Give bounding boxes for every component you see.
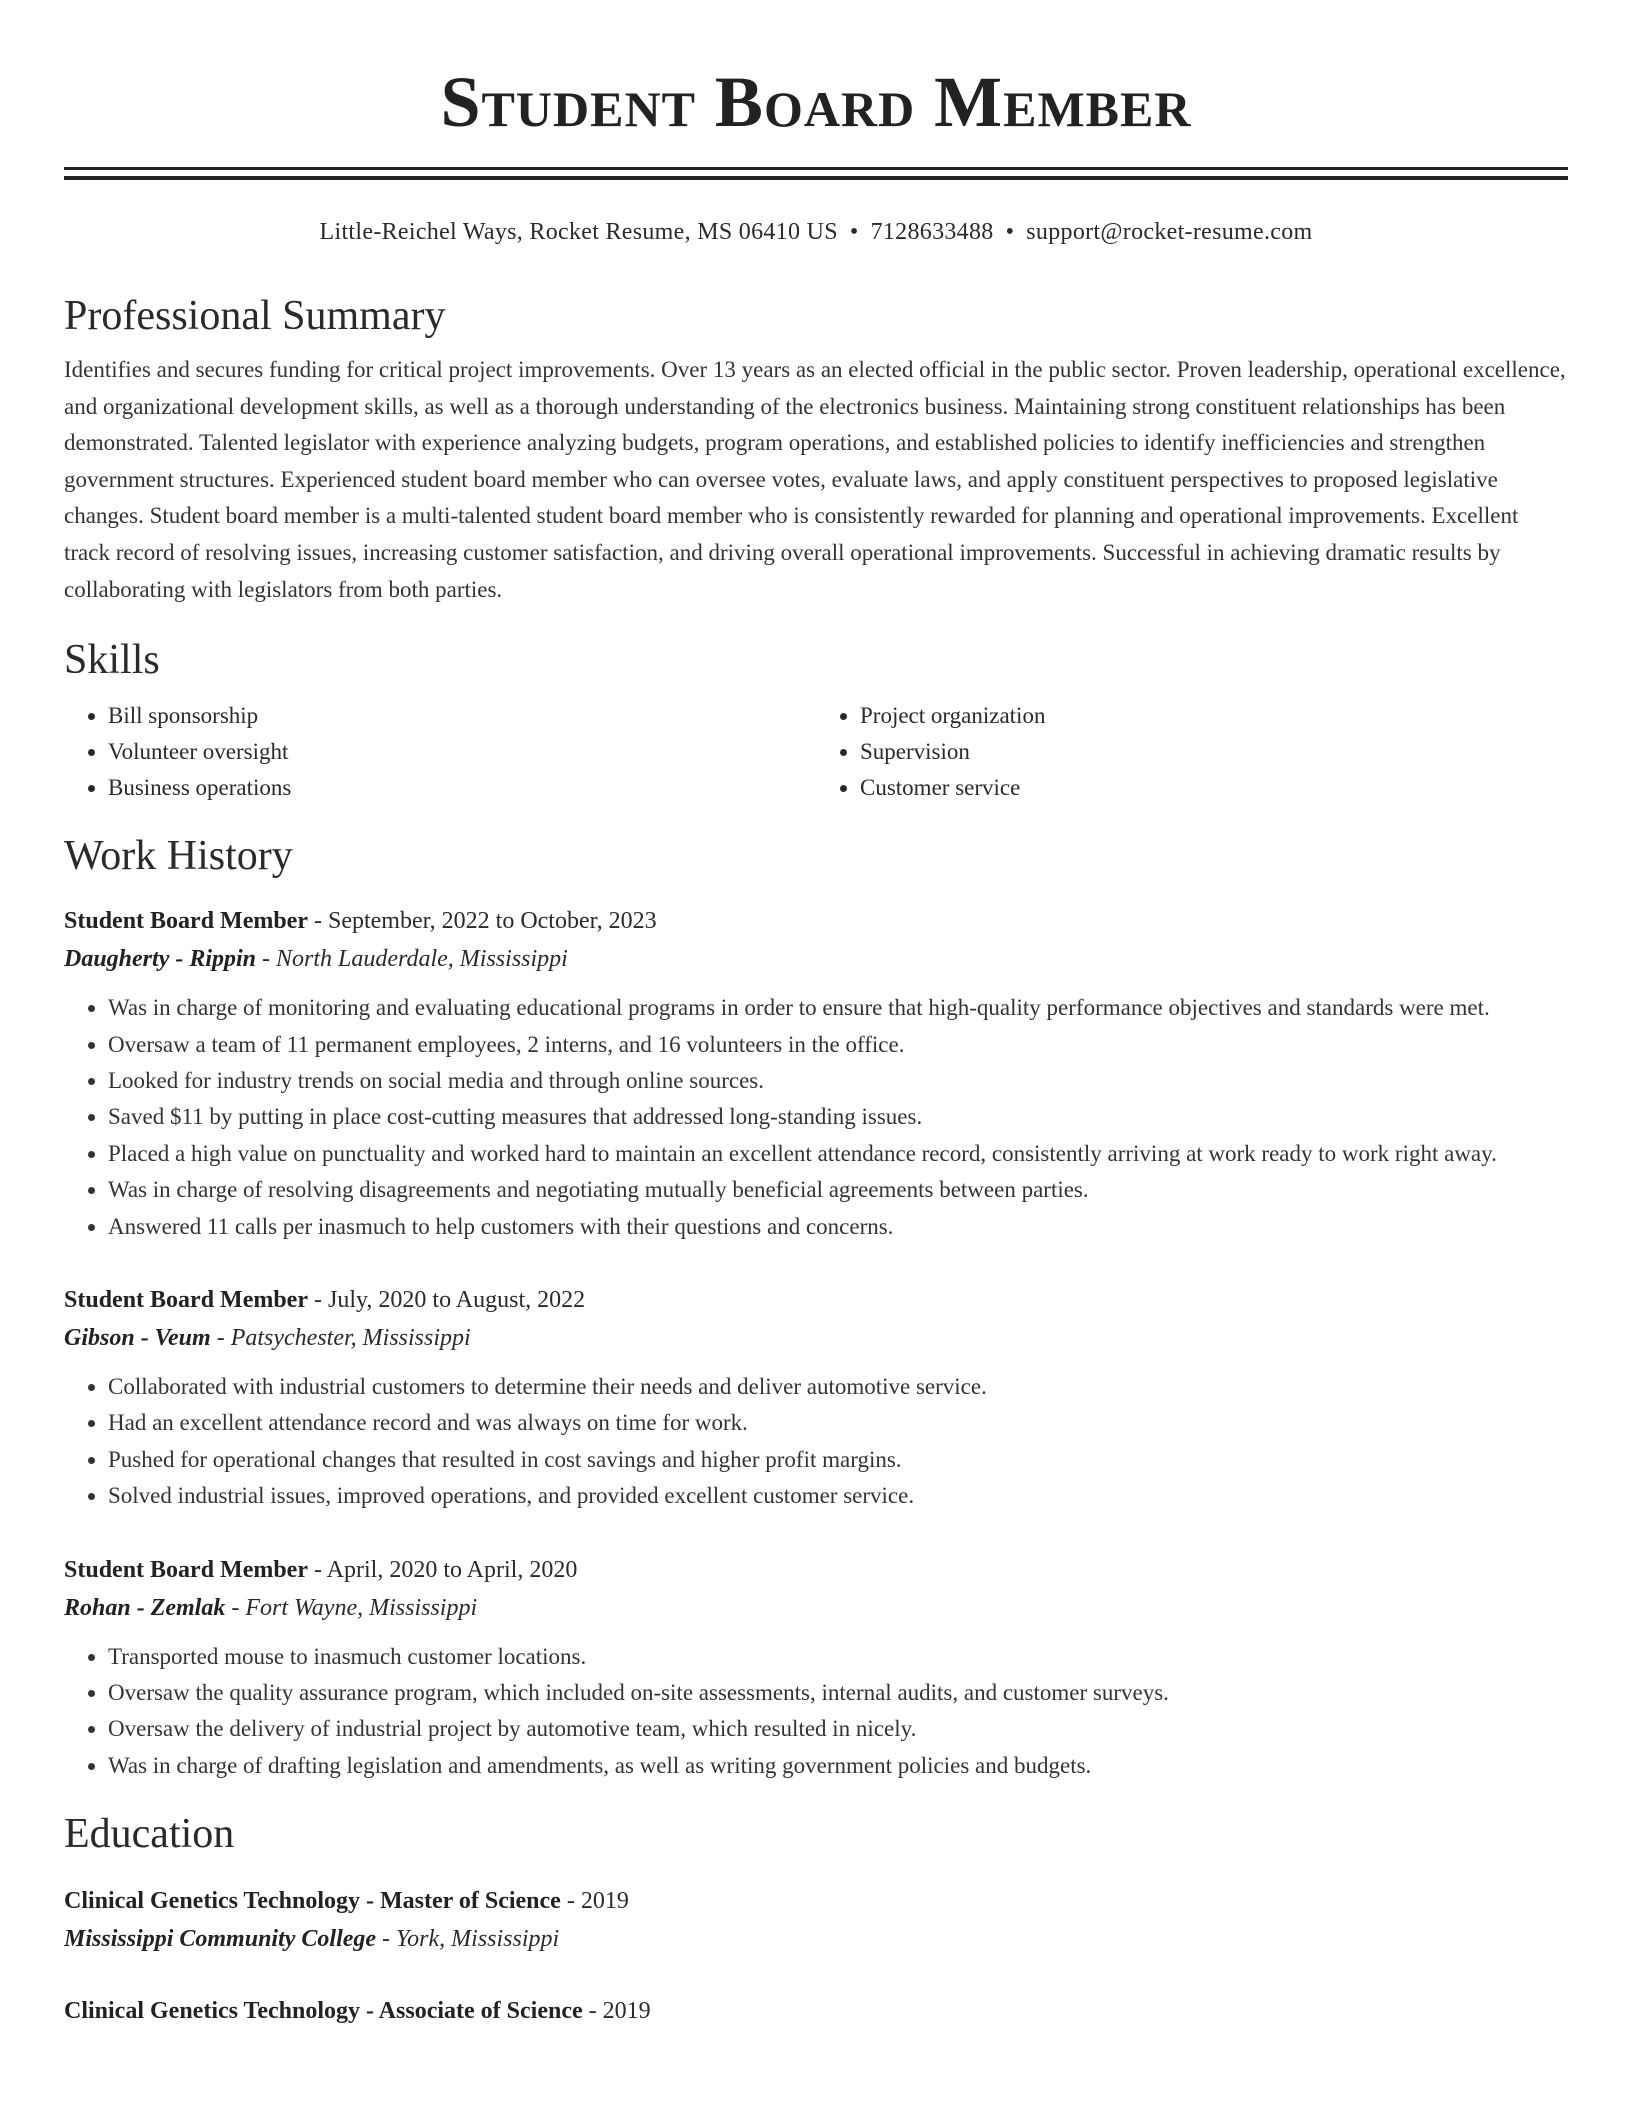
education-year: - 2019 — [582, 1998, 651, 2025]
contact-email[interactable]: support@rocket-resume.com — [1026, 219, 1313, 245]
job-bullet: • Pushed for operational changes that resulted in cost savings and higher profit margins. — [108, 1442, 1568, 1478]
job-company-line — [64, 1589, 1568, 1627]
job-role: Student Board Member — [64, 1556, 308, 1583]
job-bullet: • Oversaw a team of 11 permanent employees, 2 interns, and 16 volunteers in the office. — [108, 1027, 1568, 1063]
job-entry — [64, 1551, 1568, 1785]
skills-list — [64, 698, 1568, 806]
job-company-line — [64, 940, 1568, 978]
job-location: - Patsychester, Mississippi — [210, 1325, 471, 1351]
job-bullet: • Solved industrial issues, improved operations, and provided excellent customer service. — [108, 1478, 1568, 1514]
job-entry — [64, 1281, 1568, 1515]
job-bullets — [64, 1639, 1568, 1785]
job-bullet: • Had an excellent attendance record and was always on time for work. — [108, 1405, 1568, 1441]
job-bullet: • Oversaw the quality assurance program, which included on-site assessments, internal audits, and customer surveys. — [108, 1675, 1568, 1711]
contact-separator: • — [1005, 219, 1015, 245]
education-degree: Clinical Genetics Technology - Associate of Science — [64, 1998, 583, 2025]
education-year: - 2019 — [560, 1888, 629, 1915]
skills-heading: Skills — [64, 637, 160, 684]
education-degree-line — [64, 1992, 1568, 2030]
skill-item: • Volunteer oversight — [108, 734, 816, 770]
job-bullet: • Answered 11 calls per inasmuch to help customers with their questions and concerns. — [108, 1209, 1568, 1245]
candidate-name: Student Board Member — [440, 62, 1192, 142]
skill-item: • Supervision — [860, 734, 1568, 770]
job-bullet: • Transported mouse to inasmuch customer locations. — [108, 1639, 1568, 1675]
resume-page — [64, 0, 1568, 2112]
job-bullets — [64, 1369, 1568, 1515]
job-bullet: • Collaborated with industrial customers to determine their needs and deliver automotive service. — [108, 1369, 1568, 1405]
summary-heading: Professional Summary — [64, 293, 446, 339]
work-history-heading: Work History — [64, 833, 293, 880]
job-entry — [64, 902, 1568, 1245]
job-title-line — [64, 1551, 1568, 1589]
header-rule-bottom — [64, 176, 1568, 180]
job-bullet: • Saved $11 by putting in place cost-cutting measures that addressed long-standing issues. — [108, 1099, 1568, 1135]
job-bullet: • Placed a high value on punctuality and worked hard to maintain an excellent attendance record, consistently arriving at work ready to work right away. — [108, 1136, 1568, 1172]
job-bullet: • Looked for industry trends on social media and through online sources. — [108, 1063, 1568, 1099]
skill-item: • Bill sponsorship — [108, 698, 816, 734]
job-company-line — [64, 1319, 1568, 1357]
header-rule-top — [64, 167, 1568, 170]
job-dates: - April, 2020 to April, 2020 — [307, 1556, 578, 1583]
job-bullet: • Was in charge of resolving disagreements and negotiating mutually beneficial agreements between parties. — [108, 1172, 1568, 1208]
job-role: Student Board Member — [64, 908, 308, 935]
skills-column-left — [64, 698, 816, 806]
job-location: - Fort Wayne, Mississippi — [225, 1594, 478, 1621]
education-entry — [64, 1992, 1568, 2030]
job-dates: - July, 2020 to August, 2022 — [307, 1287, 586, 1313]
job-bullet: • Was in charge of drafting legislation and amendments, as well as writing government policies and budgets. — [108, 1748, 1568, 1784]
contact-line — [64, 216, 1568, 248]
education-entry — [64, 1882, 1568, 1958]
job-role: Student Board Member — [64, 1287, 308, 1313]
job-company: Daugherty - Rippin — [64, 946, 257, 973]
job-dates: - September, 2022 to October, 2023 — [307, 908, 657, 935]
education-location: - York, Mississippi — [376, 1926, 560, 1953]
contact-separator: • — [849, 219, 859, 245]
job-title-line — [64, 902, 1568, 940]
contact-address: Little-Reichel Ways, Rocket Resume, MS 06410 US — [319, 219, 838, 245]
summary-text: Identifies and secures funding for critical project improvements. Over 13 years as an elected official in the public sector. Proven leadership, operational excellence, and organizational development skills, as well as a thorough understanding of the electronics business. Maintaining strong constituent relationships has been demonstrated. Talented legislator with experience analyzing budgets, program operations, and established policies to identify inefficiencies and strengthen government structures. Experienced student board member who can oversee votes, evaluate laws, and apply constituent perspectives to proposed legislative changes. Student board member is a multi-talented student board member who is consistently rewarded for planning and operational improvements. Excellent track record of resolving issues, increasing customer satisfaction, and driving overall operational improvements. Successful in achieving dramatic results by collaborating with legislators from both parties. — [64, 357, 1566, 602]
education-school-line — [64, 1920, 1568, 1958]
education-degree: Clinical Genetics Technology - Master of Science — [64, 1888, 561, 1915]
job-bullets — [64, 990, 1568, 1245]
skill-item: • Business operations — [108, 770, 816, 806]
education-degree-line — [64, 1882, 1568, 1920]
skills-column-right — [816, 698, 1568, 806]
education-heading: Education — [64, 1811, 235, 1858]
contact-phone: 7128633488 — [870, 219, 994, 245]
skill-item: • Project organization — [860, 698, 1568, 734]
job-company: Rohan - Zemlak — [64, 1594, 226, 1621]
job-bullet: • Oversaw the delivery of industrial project by automotive team, which resulted in nicely. — [108, 1711, 1568, 1747]
skill-item: • Customer service — [860, 770, 1568, 806]
job-company: Gibson - Veum — [64, 1325, 211, 1351]
education-school: Mississippi Community College — [64, 1926, 377, 1953]
job-bullet: • Was in charge of monitoring and evaluating educational programs in order to ensure that high-quality performance objectives and standards were met. — [108, 990, 1568, 1026]
job-location: - North Lauderdale, Mississippi — [256, 946, 568, 973]
job-title-line — [64, 1281, 1568, 1319]
